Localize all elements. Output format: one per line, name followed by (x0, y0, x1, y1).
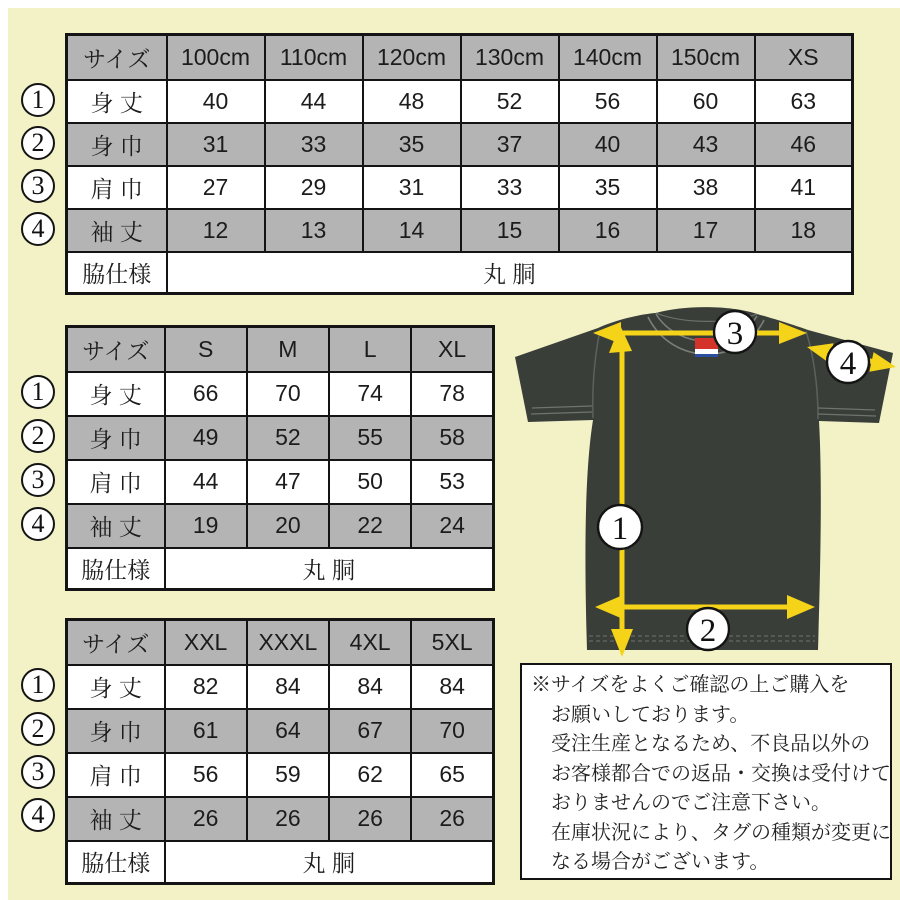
table-cell: 17 (657, 209, 755, 252)
table-cell: 65 (411, 753, 493, 797)
table-cell: 64 (247, 709, 329, 753)
row-label: 身 丈 (67, 372, 165, 416)
table-cell: 15 (461, 209, 559, 252)
column-header: XS (755, 35, 853, 80)
row-label: 肩 巾 (67, 753, 165, 797)
table-cell: 70 (247, 372, 329, 416)
circled-number-3: 3 (21, 463, 55, 497)
table-cell: 62 (329, 753, 411, 797)
table-cell: 41 (755, 166, 853, 209)
size-table-s-xl (65, 325, 495, 591)
column-header: XXXL (247, 620, 329, 665)
row-label: 脇仕様 (67, 841, 165, 884)
tshirt-measurement-diagram (505, 300, 900, 665)
table-row (67, 209, 853, 252)
row-label: 脇仕様 (67, 548, 165, 590)
table-row (67, 123, 853, 166)
table-cell: 26 (247, 797, 329, 841)
circled-number-1: 1 (21, 375, 55, 409)
table-cell: 37 (461, 123, 559, 166)
table-cell: 84 (329, 665, 411, 709)
table-cell: 26 (411, 797, 493, 841)
row-label: 身 巾 (67, 123, 167, 166)
table-row (67, 709, 494, 753)
note-line: なる場合がございます。 (551, 851, 770, 873)
size-table-xxl-5xl (65, 618, 495, 885)
table-row (67, 416, 494, 460)
size-table-kids-xs (65, 33, 854, 295)
note-line: ※サイズをよくご確認の上ご購入を (531, 674, 850, 696)
table-cell: 55 (329, 416, 411, 460)
row-label: 肩 巾 (67, 460, 165, 504)
table-cell: 63 (755, 80, 853, 123)
circled-number-2: 2 (21, 712, 55, 746)
column-header: L (329, 327, 411, 372)
marker-label-4: 4 (839, 346, 857, 382)
column-header: XXL (165, 620, 247, 665)
table-row (67, 797, 494, 841)
row-label: 袖 丈 (67, 797, 165, 841)
table-cell: 31 (167, 123, 265, 166)
column-header: 5XL (411, 620, 493, 665)
table-cell: 52 (247, 416, 329, 460)
column-header: 110cm (265, 35, 363, 80)
circled-number-4: 4 (21, 507, 55, 541)
table-cell: 44 (165, 460, 247, 504)
table-cell: 40 (559, 123, 657, 166)
row-label: 袖 丈 (67, 209, 167, 252)
table-cell: 27 (167, 166, 265, 209)
column-header: 130cm (461, 35, 559, 80)
table-cell: 78 (411, 372, 493, 416)
table-cell: 84 (411, 665, 493, 709)
row-label: 脇仕様 (67, 252, 167, 294)
table-row (67, 372, 494, 416)
table-cell: 67 (329, 709, 411, 753)
table-row (67, 166, 853, 209)
column-header: M (247, 327, 329, 372)
note-line: 在庫状況により、タグの種類が変更に (551, 821, 891, 844)
circled-number-4: 4 (21, 212, 55, 246)
table-cell: 46 (755, 123, 853, 166)
marker-label-1: 1 (611, 511, 629, 547)
table-row (67, 548, 494, 590)
table-cell: 60 (657, 80, 755, 123)
circled-number-3: 3 (21, 169, 55, 203)
table-cell: 49 (165, 416, 247, 460)
marker-label-2: 2 (699, 613, 717, 649)
column-header: サイズ (67, 327, 165, 372)
table-cell: 40 (167, 80, 265, 123)
table-cell: 16 (559, 209, 657, 252)
purchase-note-box (520, 663, 892, 880)
note-line: お客様都合での返品・交換は受付けて (551, 762, 891, 785)
row-label: 袖 丈 (67, 504, 165, 548)
table-cell: 48 (363, 80, 461, 123)
table-cell: 12 (167, 209, 265, 252)
table-cell: 56 (165, 753, 247, 797)
table-cell: 66 (165, 372, 247, 416)
table-cell: 丸 胴 (167, 252, 853, 294)
table-row (67, 460, 494, 504)
circled-number-2: 2 (21, 126, 55, 160)
table-cell: 70 (411, 709, 493, 753)
table-cell: 82 (165, 665, 247, 709)
note-line: 受注生産となるため、不良品以外の (551, 733, 871, 755)
table-row (67, 252, 853, 294)
row-label: 身 巾 (67, 416, 165, 460)
table-cell: 19 (165, 504, 247, 548)
table-cell: 丸 胴 (165, 841, 494, 884)
table-cell: 74 (329, 372, 411, 416)
table-cell: 43 (657, 123, 755, 166)
table-cell: 44 (265, 80, 363, 123)
table-cell: 61 (165, 709, 247, 753)
column-header: 140cm (559, 35, 657, 80)
column-header: サイズ (67, 35, 167, 80)
circled-number-2: 2 (21, 419, 55, 453)
brand-tag (695, 338, 718, 357)
column-header: XL (411, 327, 493, 372)
table-cell: 22 (329, 504, 411, 548)
table-cell: 26 (329, 797, 411, 841)
note-line: お願いしております。 (551, 703, 750, 726)
circled-number-4: 4 (21, 798, 55, 832)
table-cell: 33 (265, 123, 363, 166)
circled-number-1: 1 (21, 668, 55, 702)
note-line: おりませんのでご注意下さい。 (551, 792, 831, 814)
table-cell: 丸 胴 (165, 548, 494, 590)
row-label: 身 丈 (67, 80, 167, 123)
column-header: 150cm (657, 35, 755, 80)
column-header: 120cm (363, 35, 461, 80)
table-cell: 14 (363, 209, 461, 252)
table-cell: 13 (265, 209, 363, 252)
table-cell: 35 (363, 123, 461, 166)
table-row (67, 665, 494, 709)
table-row (67, 841, 494, 884)
table-cell: 50 (329, 460, 411, 504)
column-header: 4XL (329, 620, 411, 665)
circled-number-3: 3 (21, 755, 55, 789)
table-cell: 29 (265, 166, 363, 209)
table-cell: 52 (461, 80, 559, 123)
table-cell: 84 (247, 665, 329, 709)
table-row (67, 504, 494, 548)
table-cell: 18 (755, 209, 853, 252)
table-row (67, 80, 853, 123)
table-cell: 58 (411, 416, 493, 460)
column-header: サイズ (67, 620, 165, 665)
row-label: 肩 巾 (67, 166, 167, 209)
column-header: 100cm (167, 35, 265, 80)
table-cell: 31 (363, 166, 461, 209)
table-cell: 26 (165, 797, 247, 841)
table-cell: 33 (461, 166, 559, 209)
table-cell: 35 (559, 166, 657, 209)
table-cell: 24 (411, 504, 493, 548)
table-cell: 53 (411, 460, 493, 504)
table-cell: 38 (657, 166, 755, 209)
table-cell: 47 (247, 460, 329, 504)
marker-label-3: 3 (726, 316, 744, 352)
table-cell: 20 (247, 504, 329, 548)
row-label: 身 巾 (67, 709, 165, 753)
row-label: 身 丈 (67, 665, 165, 709)
table-row (67, 753, 494, 797)
column-header: S (165, 327, 247, 372)
table-cell: 59 (247, 753, 329, 797)
circled-number-1: 1 (21, 83, 55, 117)
table-cell: 56 (559, 80, 657, 123)
